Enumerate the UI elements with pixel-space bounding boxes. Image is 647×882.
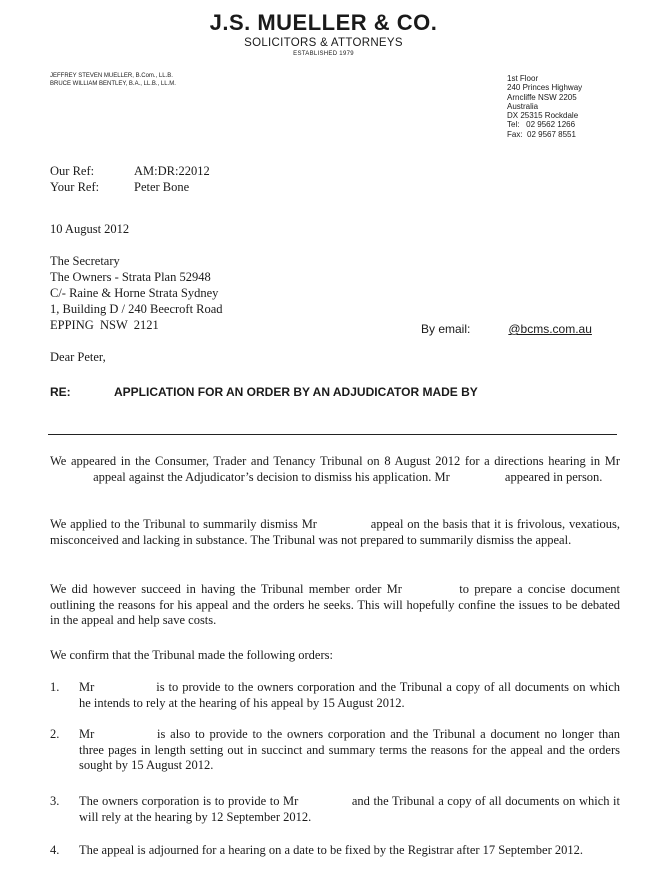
address-line: DX 25315 Rockdale	[507, 111, 579, 121]
partner-name: JEFFREY STEVEN MUELLER, B.Com., LL.B.	[50, 73, 173, 79]
order-text: and the Tribunal a copy of all documents on which it will rely at the hearing by 12 September 2012.	[79, 794, 620, 824]
order-item	[79, 794, 620, 825]
paragraph-text: appeal on the basis that it is frivolous, vexatious, misconceived and lacking in substance. The Tribunal was not prepared to summarily dismiss the appeal.	[50, 517, 620, 547]
order-text: The owners corporation is to provide to Mr	[79, 794, 299, 808]
paragraph-text: We appeared in the Consumer, Trader and Tenancy Tribunal on 8 August 2012 for a directions hearing in Mr	[50, 454, 620, 468]
email-line	[421, 322, 592, 336]
addressee-line: C/- Raine & Horne Strata Sydney	[50, 286, 219, 300]
address-line: Fax: 02 9567 8551	[507, 129, 576, 139]
paragraph-text: appeared in person.	[504, 469, 603, 484]
order-text: The appeal is adjourned for a hearing on a date to be fixed by the Registrar after 17 September 2012.	[79, 843, 583, 857]
order-item	[79, 680, 620, 711]
partners-list	[50, 72, 176, 88]
order-number: 4.	[50, 843, 60, 857]
order-item	[79, 843, 620, 859]
your-ref-value: Peter Bone	[134, 180, 190, 194]
our-ref-label: Our Ref:	[50, 164, 95, 178]
salutation: Dear Peter,	[50, 350, 106, 364]
address-line: Australia	[507, 101, 539, 111]
paragraph	[50, 454, 620, 485]
your-ref-row	[50, 179, 210, 195]
our-ref-value: AM:DR:22012	[134, 164, 210, 178]
order-item	[79, 727, 620, 774]
paragraph	[50, 582, 620, 629]
addressee-line: EPPING NSW 2121	[50, 318, 159, 332]
address-line: Arncliffe NSW 2205	[507, 92, 577, 102]
paragraph-text: We did however succeed in having the Tribunal member order Mr	[50, 582, 402, 596]
order-number: 1.	[50, 680, 60, 694]
email-address[interactable]: @bcms.com.au	[508, 322, 592, 336]
re-subject: APPLICATION FOR AN ORDER BY AN ADJUDICATOR MADE BY	[114, 385, 478, 399]
order-number: 3.	[50, 794, 60, 808]
email-label: By email:	[421, 322, 471, 336]
order-text: is to provide to the owners corporation and the Tribunal a copy of all documents on which he intends to rely at the hearing of his appeal by 15 August 2012.	[79, 680, 620, 710]
order-number: 2.	[50, 727, 60, 741]
reference-block	[50, 163, 210, 195]
addressee-block	[50, 253, 223, 333]
re-label: RE:	[50, 385, 71, 399]
order-text: Mr	[79, 727, 95, 741]
firm-name: J.S. MUELLER & CO.	[209, 10, 438, 35]
paragraph	[50, 648, 620, 664]
paragraph-text: We applied to the Tribunal to summarily dismiss Mr	[50, 517, 317, 531]
your-ref-label: Your Ref:	[50, 180, 100, 194]
letter-date: 10 August 2012	[50, 222, 130, 236]
order-text: Mr	[79, 680, 95, 694]
partner-name: BRUCE WILLIAM BENTLEY, B.A., LL.B., LL.M.	[50, 81, 176, 87]
paragraph	[50, 517, 620, 548]
firm-established: ESTABLISHED 1979	[293, 51, 354, 57]
firm-subtitle: SOLICITORS & ATTORNEYS	[244, 37, 403, 49]
paragraph-text: appeal against the Adjudicator’s decision to dismiss his application. Mr	[93, 469, 450, 484]
address-line: 240 Princes Highway	[507, 83, 583, 93]
firm-address	[507, 74, 582, 139]
order-text: is also to provide to the owners corporation and the Tribunal a document no longer than three pages in length setting out in succinct and summary terms the reasons for the appeal and the orders sought by 15 August 2012.	[79, 727, 620, 772]
addressee-line: 1, Building D / 240 Beecroft Road	[50, 302, 223, 316]
our-ref-row	[50, 163, 210, 179]
address-line: Tel: 02 9562 1266	[507, 120, 576, 130]
paragraph-text: to prepare a concise document outlining the reasons for his appeal and the orders he seeks. This will hopefully confine the issues to be debated in the appeal and help save costs.	[50, 582, 620, 627]
paragraph-text: We confirm that the Tribunal made the following orders:	[50, 648, 333, 662]
addressee-line: The Secretary	[50, 254, 120, 268]
addressee-line: The Owners - Strata Plan 52948	[50, 270, 211, 284]
divider	[48, 434, 617, 435]
address-line: 1st Floor	[507, 74, 539, 83]
